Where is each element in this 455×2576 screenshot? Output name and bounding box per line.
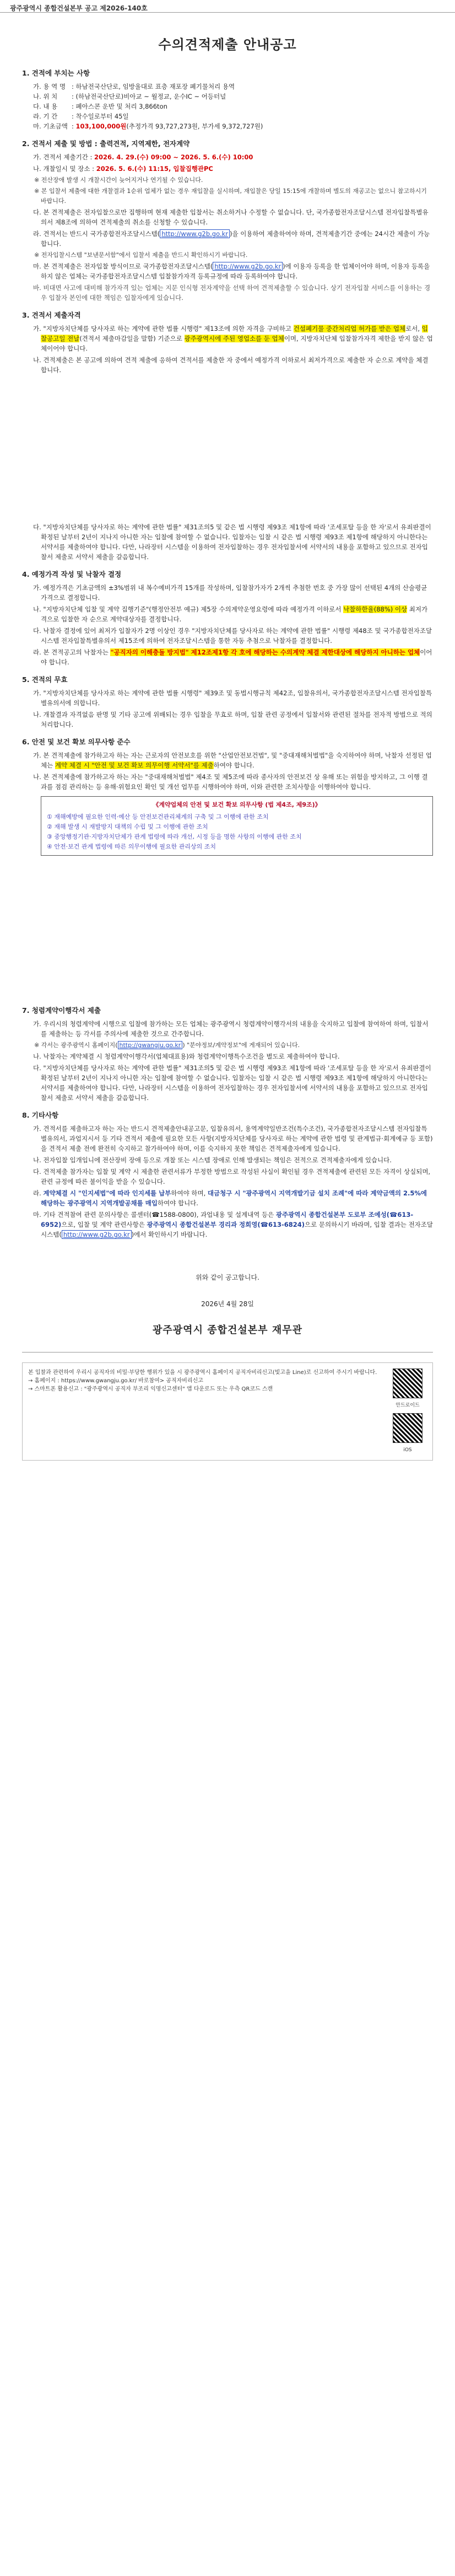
opening-datetime: 나. 개찰일시 및 장소 : 2026. 5. 6.(수) 11:15, 입찰집행관PC bbox=[33, 165, 213, 173]
tax-evasion-para: 다. "지방자치단체를 당사자로 하는 계약에 관한 법률" 제31조의5 및 같은 법 시행령 제93조 제1항에 따라 '조세포탈 등을 한 자'로서 유죄판결이 확정된 날부터 2년이 지나지 아니한 자는 입찰에 참여할 수 없습니다. 입찰자는 입찰 시 같은 법 시행령 제93조 제1항에 해당하지 아니한다는 서약서를 제출하여야 합니다. 다만, 나라장터 시스템을 이용하여 전자입찰하는 경우 전자입찰서에 서약서의 내용을 포함하고 있으므로 전자입찰서 제출로 서약서 제출을 갈음합니다. bbox=[33, 523, 431, 561]
note-sent-box: ※ 전자입찰시스템 "보낸문서함"에서 입찰서 제출을 반드시 확인하시기 바랍니다. bbox=[34, 251, 248, 259]
gwangju-homepage-link[interactable]: http://gwangju.go.kr bbox=[118, 1041, 183, 1049]
page-title: 수의견적제출 안내공고 bbox=[158, 37, 297, 52]
qr-code-icon[interactable] bbox=[393, 1368, 422, 1398]
row-service-name: 가. 용 역 명 : 하남전국산단로, 임방울대로 표층 재포장 폐기물처리 용역 bbox=[33, 83, 235, 90]
electronic-only-para: 다. 본 견적제출은 전자입찰으로만 집행하며 현재 제출한 입찰서는 취소하거나 수정할 수 없습니다. 단, 국가종합전자조달시스템 전자입찰특별유의서 제8조에 의하여 견적제출의 취소를 신청할 수 있습니다. bbox=[33, 208, 429, 226]
whistleblower-box bbox=[22, 1362, 433, 1461]
blank-space-1 bbox=[22, 377, 433, 514]
tie-break-para: 다. 낙찰자 결정에 있어 최저가 입찰자가 2명 이상인 경우 "지방자치단체를 당사자로 하는 계약에 관한 법률" 시행령 제48조 및 국가종합전자조달시스템 전자입찰특별유의서 제15조에 의하여 전자조달시스템을 통한 자동 추첨으로 낙찰자를 결정합니다. bbox=[33, 627, 432, 645]
notice-date: 2026년 4월 28일 bbox=[201, 1300, 254, 1308]
base-amount-value: 103,100,000원 bbox=[75, 122, 127, 130]
stamp-tax-para: 라. 계약체결 시 "인지세법"에 따라 인지세를 납부하여야 하며, 대금청구 시 "광주광역시 지역개발기금 설치 조례"에 따라 계약금액의 2.5%에 해당하는 광주광역시 지역개발공채를 매입하여야 합니다. bbox=[33, 1189, 427, 1207]
integrity-note: ※ 각서는 광주광역시 홈페이지( http://gwangju.go.kr ) "분야정보/계약정보"에 게재되어 있습니다. bbox=[34, 1042, 300, 1049]
misc-para-1: 가. 견적서를 제출하고자 하는 자는 반드시 견적제출안내공고문, 입찰유의서, 용역계약일반조건(특수조건), 국가종합전자조달시스템 전자입찰특별유의서, 과업지시서 등 기타 견적서 제출에 필요한 모든 사항(지방자치단체를 당사자로 하는 계약에 관한 법령 및 관계법규·회계예규 등 포함)을 견적서 제출 전에 완전히 숙지하고 참가하여야 하며, 이를 숙지하지 못한 책임은 견적제출자에게 있습니다. bbox=[33, 1125, 433, 1152]
issuer-signature: 광주광역시 종합건설본부 재무관 bbox=[153, 1324, 302, 1336]
section-2 bbox=[22, 139, 433, 303]
g2b-link-3[interactable]: http://www.g2b.go.kr bbox=[62, 1230, 132, 1239]
section-8-title: 8. 기타사항 bbox=[22, 1111, 59, 1119]
note-system-failure: ※ 전산장애 발생 시 개찰시간이 늦어지거나 연기될 수 있습니다. bbox=[34, 176, 203, 184]
integrity-para-2: 나. 낙찰자는 계약체결 시 청렴계약이행각서(업체대표용)와 청렴계약이행특수조건을 별도로 제출하여야 합니다. bbox=[33, 1053, 340, 1060]
section-5 bbox=[22, 675, 433, 729]
section-7-title: 7. 청렴계약이행각서 제출 bbox=[22, 1006, 101, 1015]
submission-period: 가. 견적서 제출기간 : 2026. 4. 29.(수) 09:00 ~ 2026. 5. 6.(수) 10:00 bbox=[33, 153, 253, 161]
section-1 bbox=[22, 68, 433, 131]
note-rebid: ※ 본 입찰서 제출에 대한 개찰결과 1순위 업체가 없는 경우 재입찰을 실시하며, 재입찰은 당일 15:15에 개찰하며 별도의 재공고는 없으니 참고하시기 바랍니다. bbox=[34, 187, 427, 205]
section-7 bbox=[22, 1006, 433, 1103]
qr-code-icon[interactable] bbox=[393, 1413, 422, 1443]
section-4 bbox=[22, 570, 433, 667]
safety-box-title: 《계약업체의 안전 및 보건 확보 의무사항 (법 제4조, 제9조)》 bbox=[153, 801, 321, 808]
fingerprint-para: 바. 비대면 사고에 대비해 참가자격 있는 업체는 지문 인식형 전자계약을 선택 하여 견적제출할 수 있습니다. 상기 전자입찰 서비스를 이용하는 경우 입찰자 본인에 대한 책임은 입찰자에게 있습니다. bbox=[33, 284, 431, 302]
safety-item: ③ 중앙행정기관·지방자치단체가 관계 법령에 따라 개선, 시정 등을 명한 사항의 이행에 관한 조치 bbox=[47, 833, 302, 840]
section-6-title: 6. 안전 및 보건 확보 의무사항 준수 bbox=[22, 738, 131, 746]
row-base-amount: 마. 기초금액 : 103,100,000원(추정가격 93,727,273원, 부가세 9,372,727원) bbox=[33, 122, 263, 130]
safety-item: ② 재해 발생 시 재발방지 대책의 수립 및 그 이행에 관한 조치 bbox=[47, 823, 208, 830]
section-1-title: 1. 견적에 부치는 사항 bbox=[22, 69, 90, 77]
qr-codes bbox=[388, 1368, 427, 1455]
row-period: 라. 기 간 : 착수일로부터 45일 bbox=[33, 112, 129, 120]
closing-statement: 위와 같이 공고합니다. bbox=[196, 1274, 259, 1281]
section-2-title: 2. 견적서 제출 및 방법 : 출력견적, 지역제한, 전자계약 bbox=[22, 139, 190, 148]
section-3-continued bbox=[22, 522, 433, 562]
whistleblower-text: 본 입찰과 관련하여 우리시 공직자의 비밀·부당한 행위가 있을 시 광주광역시 홈페이지 공직자비리신고(빛고을 Line)로 신고하여 주시기 바랍니다. → 홈페이지 : https://www.gwangju.go.kr/ 바로참여> 공직자비리신고 → 스마트폰 활용신고 : "광주광역시 공직자 부조리 익명신고센터" 앱 다운로드 또는 우측 QR코드 스캔 bbox=[28, 1370, 377, 1392]
invalid-bid-para-2: 나. 개찰결과 자격없음 판명 및 기타 공고에 위배되는 경우 입찰을 무효로 하며, 입찰 관련 공정에서 입찰서와 관련된 절차를 전자적 방법으로 적의 처리합니다. bbox=[33, 711, 432, 728]
notice-number: 광주광역시 종합건설본부 공고 제2026-140호 bbox=[10, 4, 148, 12]
section-3-title: 3. 견적서 제출자격 bbox=[22, 311, 81, 319]
qualification-para: 가. "지방자치단체를 당사자로 하는 계약에 관한 법률 시행령" 제13조에 의한 자격을 구비하고 건설폐기물 중간처리업 허가를 받은 업체로서, 입찰공고일 전날(견적서 제출마감일을 말함) 기준으로 광주광역시에 주된 영업소를 둔 업체이며, 지방자치단체 입찰참가자격 제한을 받지 않은 업체이어야 합니다. bbox=[33, 325, 433, 352]
section-3 bbox=[22, 310, 433, 375]
misc-para-3: 다. 견적제출 참가자는 입찰 및 계약 시 제출한 관련서류가 부정한 방법으로 작성된 사실이 확인될 경우 견적제출에 관련된 모든 자격이 상실되며, 관련 규정에 따른 불이익을 받을 수 있습니다. bbox=[33, 1168, 431, 1185]
safety-item: ① 재해예방에 필요한 인력·예산 등 안전보건관리체계의 구축 및 그 이행에 관한 조치 bbox=[47, 813, 269, 820]
row-location: 나. 위 치 : (하남전국산단로)비아교 ~ 월정교, 운수IC ~ 어등터널 bbox=[33, 93, 226, 100]
qr-label-android: 안드로이드 bbox=[396, 1403, 420, 1408]
section-6 bbox=[22, 737, 433, 856]
contact-para: 마. 기타 견적참여 관련 문의사항은 콜센터(☎1588-0800), 과업내용 및 설계내역 등은 광주광역시 종합건설본부 도로부 조예성(☎613-6952)으로, 입찰 및 계약 관련사항은 광주광역시 종합건설본부 경리과 정희영(☎613-6824)으로 문의하시기 바라며, 입찰 결과는 전자조달시스템( http://www.g2b.go.kr )에서 확인하시기 바랍니다. bbox=[33, 1211, 434, 1238]
safety-item: ④ 안전·보건 관계 법령에 따른 의무이행에 필요한 관리상의 조치 bbox=[47, 843, 216, 850]
section-5-title: 5. 견적의 무효 bbox=[22, 675, 68, 684]
misc-para-2: 나. 전자입찰 입개입니에 전산장비 장애 등으로 개찰 또는 시스템 장애로 인해 발생되는 책임은 전적으로 견적제출자에게 있습니다. bbox=[33, 1156, 392, 1164]
row-content: 다. 내 용 : 폐아스콘 운반 및 처리 3,866ton bbox=[33, 103, 167, 110]
g2b-submission-para: 라. 견적서는 반드시 국가종합전자조달시스템( http://www.g2b.go.kr )을 이용하여 제출하여야 하며, 견적제출기간 중에는 24시간 제출이 가능합니다. bbox=[33, 230, 430, 248]
footer-divider bbox=[22, 1352, 433, 1353]
serious-accident-para: 나. 본 견적제출에 참가하고자 하는 자는 "중대재해처벌법" 제4조 및 제5조에 따라 종사자의 안전보건 상 유해 또는 위험을 방지하고, 그 이행 결과를 점검 관리하는 등 유해·위험요인 확인 및 개선 업무를 시행하여야 하며, 이와 관련한 조치사항을 이행하여야 합니다. bbox=[33, 773, 428, 791]
estimated-price-para: 가. 예정가격은 기초금액의 ±3%범위 내 복수예비가격 15개를 작성하며, 입찰참가자가 2개씩 추첨한 번호 중 가장 많이 선택된 4개의 산술평균 가격으로 결정합니다. bbox=[33, 584, 427, 602]
lower-limit-para: 나. "지방자치단체 입찰 및 계약 집행기준"(행정안전부 예규) 제5장 수의계약운영요령에 따라 예정가격 이하로서 낙찰하한율(88%) 이상 최저가격으로 입찰한 자 순으로 계약대상자를 결정합니다. bbox=[33, 605, 428, 623]
safety-pledge-para: 가. 본 견적제출에 참가하고자 하는 자는 근로자의 안전보호를 위한 "산업안전보건법", 및 "중대재해처벌법"을 숙지하여야 하며, 낙찰자 선정된 업체는 계약 체결 시 "안전 및 보건 확보 의무이행 서약서"를 제출하여야 합니다. bbox=[33, 752, 432, 769]
contract-order-para: 나. 견적제출은 본 공고에 의하여 견적 제출에 응하여 견적서를 제출한 자 중에서 예정가격 이하로서 최저가격으로 제출한 자 순으로 계약을 체결합니다. bbox=[33, 356, 429, 374]
header-bar bbox=[0, 0, 455, 13]
g2b-link[interactable]: http://www.g2b.go.kr bbox=[160, 229, 230, 238]
safety-obligations-box bbox=[41, 796, 433, 856]
integrity-para-3: 다. "지방자치단체를 당사자로 하는 계약에 관한 법률" 제31조의5 및 같은 법 시행령 제93조 제1항에 따라 '조세포탈 등을 한 자'로서 유죄판결이 확정된 날부터 2년이 지나지 아니한 자는 입찰에 참여할 수 없습니다. 입찰자는 입찰 시 같은 법 시행령 제93조 제1항에 해당하지 아니한다는 서약서를 제출하여야 합니다. 다만, 나라장터 시스템을 이용하여 전자입찰하는 경우 전자입찰서에 서약서의 내용을 포함하고 있으므로 전자입찰서 제출로 서약서 제출을 갈음합니다. bbox=[33, 1064, 431, 1102]
qr-label-ios: iOS bbox=[403, 1447, 412, 1453]
section-4-title: 4. 예정가격 작성 및 낙찰자 결정 bbox=[22, 570, 122, 578]
integrity-para-1: 가. 우리시의 청렴계약에 시행으로 입찰에 참가하는 모든 업체는 광주광역시 청렴계약이행각서의 내용을 숙지하고 입찰에 참여하여 하며, 입찰서를 제출하는 등 각서를 주의사에 제출한 것으로 간주합니다. bbox=[33, 1020, 429, 1038]
user-registration-para: 마. 본 견적제출은 전자입찰 방식이므로 국가종합전자조달시스템( http://www.g2b.go.kr )에 이용자 등록을 한 업체이어야 하며, 이용자 등록을 하지 않은 업체는 국가종합전자조달시스템 입찰참가자격 등록규정에 따라 등록하여야 합니다. bbox=[33, 262, 430, 280]
document-body bbox=[0, 68, 455, 1335]
invalid-bid-para-1: 가. "지방자치단체를 당사자로 하는 계약에 관한 법률 시행령" 제39조 및 동법시행규칙 제42조, 입찰유의서, 국가종합전자조달시스템 전자입찰특별유의서에 의합니다. bbox=[33, 689, 432, 707]
conflict-of-interest-para: 라. 본 견적공고의 낙찰자는 "공직자의 이해충돌 방지법" 제12조제1항 각 호에 해당하는 수의계약 체결 제한대상에 해당하지 아니하는 업체이어야 합니다. bbox=[33, 648, 432, 666]
g2b-link-2[interactable]: http://www.g2b.go.kr bbox=[213, 262, 283, 271]
section-8 bbox=[22, 1110, 433, 1239]
blank-space-2 bbox=[22, 860, 433, 998]
